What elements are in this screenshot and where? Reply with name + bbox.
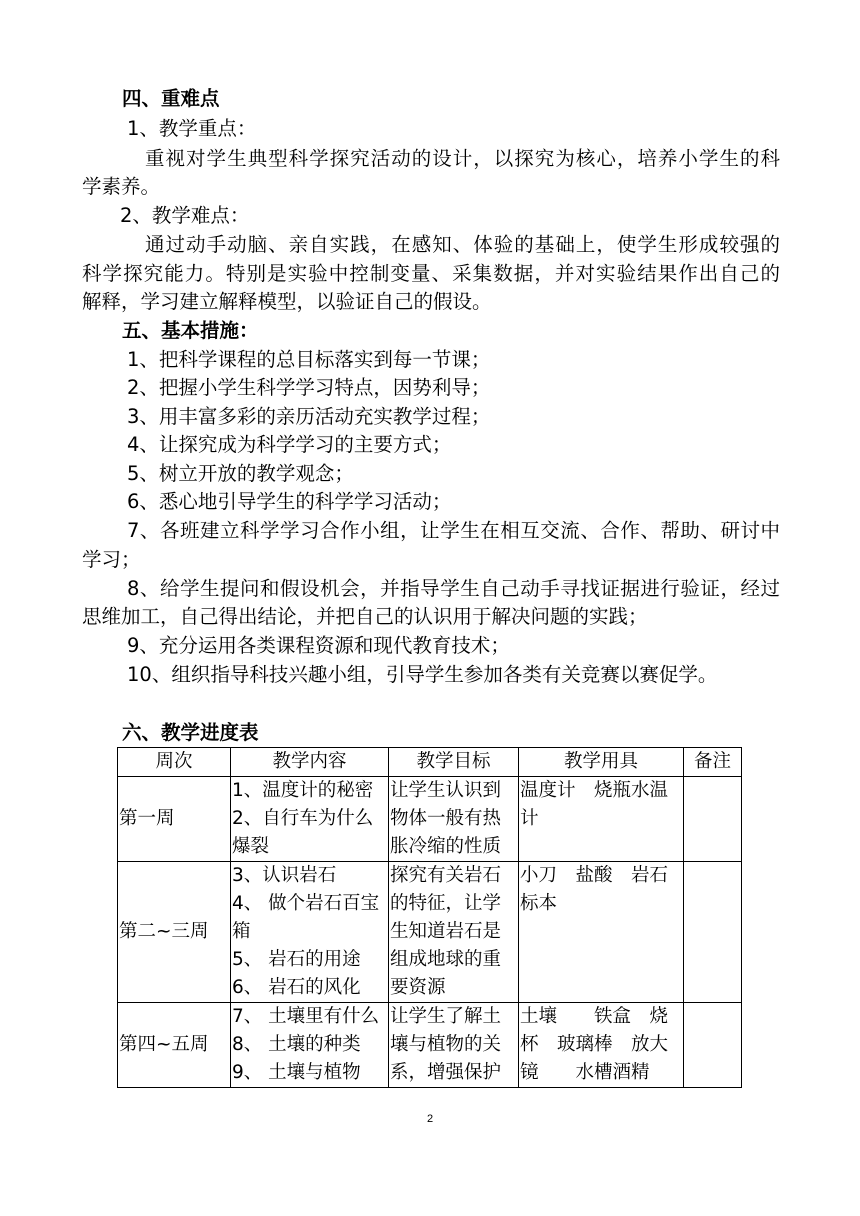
table-row: [118, 777, 742, 862]
content-line: 9、 土壤与植物: [232, 1062, 361, 1083]
section4-title: 四、重难点: [122, 87, 220, 110]
difficulty-text-line2: 科学探究能力。特别是实验中控制变量、采集数据，并对实验结果作出自己的: [82, 262, 780, 285]
difficulty-label: 2、教学难点：: [120, 204, 250, 227]
goal-cell: [389, 777, 519, 862]
goal-line: 壤与植物的关: [390, 1034, 502, 1055]
measure-item-8-line1: 8、给学生提问和假设机会，并指导学生自己动手寻找证据进行验证，经过: [127, 577, 780, 600]
table-header-row: [118, 748, 742, 777]
tools-line: 土壤 铁盒 烧: [520, 1006, 669, 1027]
measure-item-3: 3、用丰富多彩的亲历活动充实教学过程；: [127, 405, 491, 428]
goal-line: 让学生认识到: [390, 780, 502, 801]
goal-line: 要资源: [390, 977, 446, 998]
content-line: 1、温度计的秘密: [232, 780, 374, 801]
note-cell: [684, 777, 742, 862]
goal-line: 组成地球的重: [390, 949, 502, 970]
goal-line: 探究有关岩石: [390, 865, 502, 886]
measure-item-7-line1: 7、各班建立科学学习合作小组，让学生在相互交流、合作、帮助、研讨中: [127, 519, 780, 542]
tools-cell: [519, 777, 684, 862]
schedule-table: [117, 747, 742, 1088]
table-row: [118, 862, 742, 1003]
goal-line: 的特征，让学: [390, 893, 502, 914]
tools-cell: [519, 862, 684, 1003]
measure-item-10: 10、组织指导科技兴趣小组，引导学生参加各类有关竞赛以赛促学。: [127, 663, 718, 686]
goal-line: 胀冷缩的性质: [390, 836, 502, 857]
page-number: 2: [426, 1113, 434, 1125]
week-cell: 第一周: [118, 777, 231, 862]
goal-cell: [389, 1003, 519, 1088]
content-line: 3、认识岩石: [232, 865, 337, 886]
content-line: 2、自行车为什么: [232, 808, 374, 829]
header-content: 教学内容: [231, 748, 389, 777]
goal-cell: [389, 862, 519, 1003]
difficulty-text-line1: 通过动手动脑、亲自实践，在感知、体验的基础上，使学生形成较强的: [145, 233, 780, 256]
measure-item-1: 1、把科学课程的总目标落实到每一节课；: [127, 348, 491, 371]
content-line: 7、 土壤里有什么: [232, 1006, 380, 1027]
content-cell: [231, 862, 389, 1003]
table-row: [118, 1003, 742, 1088]
key-point-label: 1、教学重点：: [127, 117, 257, 140]
tools-cell: [519, 1003, 684, 1088]
content-line: 6、 岩石的风化: [232, 977, 361, 998]
header-tools: 教学用具: [519, 748, 684, 777]
content-line: 5、 岩石的用途: [232, 949, 361, 970]
measure-item-7-line2: 学习；: [82, 548, 141, 571]
content-line: 8、 土壤的种类: [232, 1034, 361, 1055]
measure-item-9: 9、充分运用各类课程资源和现代教育技术；: [127, 634, 510, 657]
tools-line: 小刀 盐酸 岩石: [520, 865, 669, 886]
measure-item-2: 2、把握小学生科学学习特点，因势利导；: [127, 376, 491, 399]
key-point-text-line1: 重视对学生典型科学探究活动的设计，以探究为核心，培养小学生的科: [145, 147, 780, 170]
tools-line: 温度计 烧瓶水温: [520, 780, 669, 801]
goal-line: 系，增强保护: [390, 1062, 502, 1083]
content-line: 4、 做个岩石百宝: [232, 893, 380, 914]
measure-item-6: 6、悉心地引导学生的科学学习活动；: [127, 490, 452, 513]
tools-line: 计: [520, 808, 539, 829]
week-cell: 第四~五周: [118, 1003, 231, 1088]
measure-item-8-line2: 思维加工，自己得出结论，并把自己的认识用于解决问题的实践；: [82, 605, 648, 628]
tools-line: 镜 水槽酒精: [520, 1062, 650, 1083]
header-note: 备注: [684, 748, 742, 777]
tools-line: 杯 玻璃棒 放大: [520, 1034, 669, 1055]
measure-item-4: 4、让探究成为科学学习的主要方式；: [127, 433, 452, 456]
measure-item-5: 5、树立开放的教学观念；: [127, 462, 354, 485]
week-cell: 第二~三周: [118, 862, 231, 1003]
goal-line: 让学生了解土: [390, 1006, 502, 1027]
note-cell: [684, 1003, 742, 1088]
goal-line: 生知道岩石是: [390, 921, 502, 942]
content-cell: [231, 1003, 389, 1088]
content-cell: [231, 777, 389, 862]
section6-title: 六、教学进度表: [122, 721, 259, 744]
header-goal: 教学目标: [389, 748, 519, 777]
note-cell: [684, 862, 742, 1003]
header-week: 周次: [118, 748, 231, 777]
difficulty-text-line3: 解释，学习建立解释模型，以验证自己的假设。: [82, 290, 492, 313]
tools-line: 标本: [520, 893, 558, 914]
content-line: 箱: [232, 921, 251, 942]
section5-title: 五、基本措施：: [122, 319, 259, 342]
key-point-text-line2: 学素养。: [82, 175, 161, 198]
content-line: 爆裂: [232, 836, 270, 857]
goal-line: 物体一般有热: [390, 808, 502, 829]
